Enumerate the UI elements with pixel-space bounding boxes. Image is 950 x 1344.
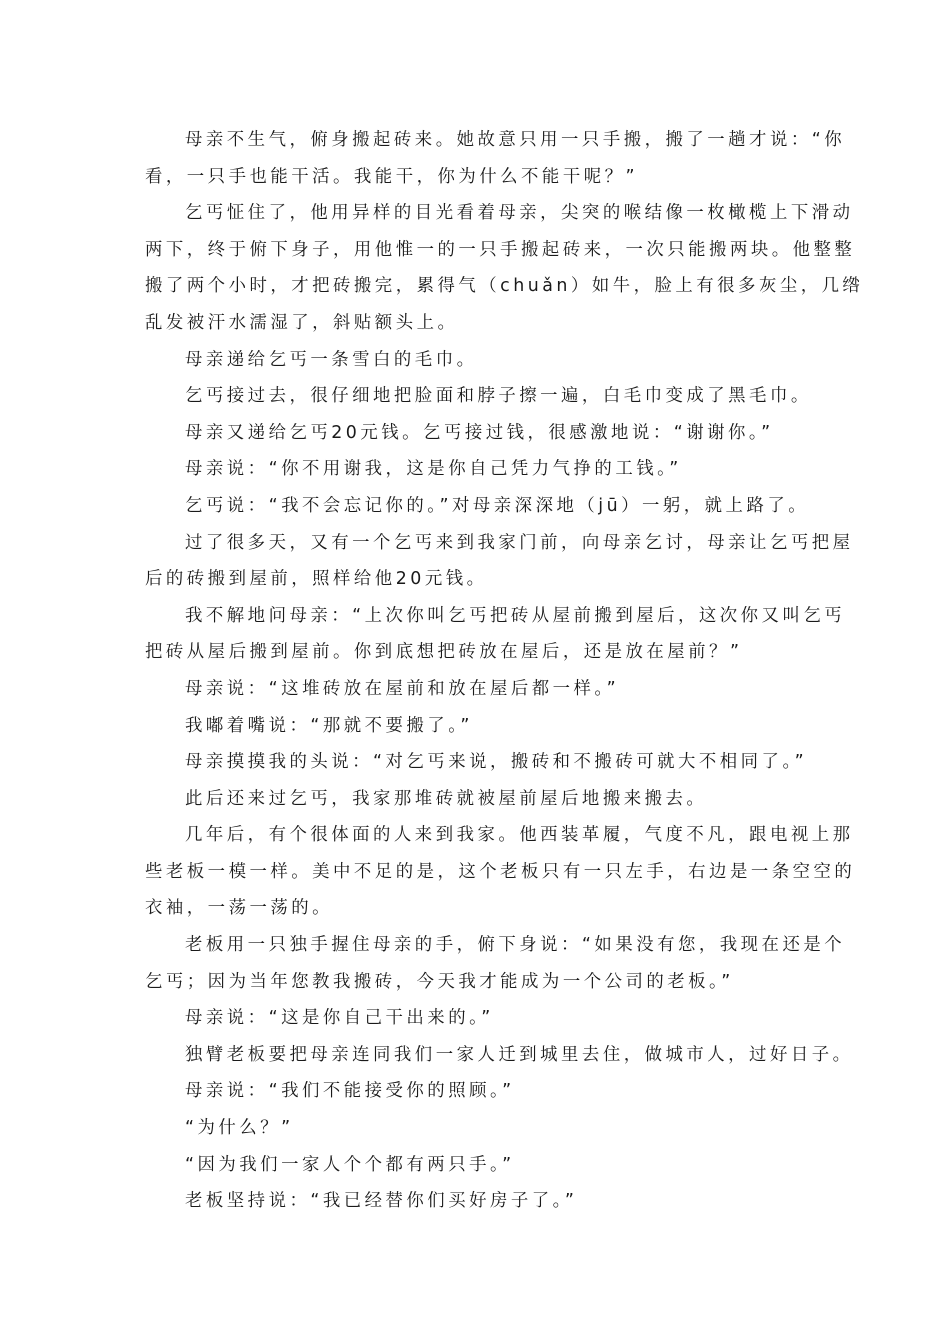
text-line: 乞丐怔住了，他用异样的目光看着母亲，尖突的喉结像一枚橄榄上下滑动 [185, 203, 854, 224]
text-line: 老板坚持说：“我已经替你们买好房子了。” [185, 1191, 578, 1212]
paragraph [145, 1037, 854, 1074]
text-line: 我嘟着嘴说：“那就不要搬了。” [185, 715, 473, 736]
paragraph [145, 744, 807, 781]
paragraph [145, 415, 807, 452]
text-line: 几年后，有个很体面的人来到我家。他西装革履，气度不凡，跟电视上那 [185, 825, 854, 846]
text-line: 后的砖搬到屋前，照样给他20元钱。 [145, 569, 488, 590]
paragraph [145, 488, 810, 525]
text-line: 母亲不生气，俯身搬起砖来。她故意只用一只手搬，搬了一趟才说：“你 [185, 130, 846, 150]
text-line: 搬了两个小时，才把砖搬完，累得气（chuǎn）如牛，脸上有很多灰尘，几绺 [145, 276, 864, 297]
paragraph [145, 817, 856, 927]
paragraph [145, 1000, 807, 1037]
text-line: 过了很多天，又有一个乞丐来到我家门前，向母亲乞讨，母亲让乞丐把屋 [185, 532, 854, 553]
text-line: “为什么？” [185, 1118, 294, 1139]
text-line: 老板用一只独手握住母亲的手，俯下身说：“如果没有您，我现在还是个 [185, 935, 846, 956]
text-line: 乞丐接过去，很仔细地把脸面和脖子擦一遍，白毛巾变成了黑毛巾。 [185, 386, 812, 407]
paragraph [145, 342, 807, 379]
paragraph [145, 1183, 807, 1220]
text-line: 母亲又递给乞丐20元钱。乞丐接过钱，很感激地说：“谢谢你。” [185, 422, 774, 443]
text-line: 乞丐；因为当年您教我搬砖，今天我才能成为一个公司的老板。” [145, 971, 734, 992]
text-line: 看，一只手也能干活。我能干，你为什么不能干呢？” [145, 166, 638, 187]
text-line: “因为我们一家人个个都有两只手。” [185, 1154, 515, 1175]
text-line: 乞丐说：“我不会忘记你的。”对母亲深深地（jū）一躬，就上路了。 [185, 495, 810, 516]
text-line: 此后还来过乞丐，我家那堆砖就被屋前屋后地搬来搬去。 [185, 788, 708, 809]
paragraph [145, 122, 846, 195]
text-line: 母亲说：“你不用谢我，这是你自己凭力气挣的工钱。” [185, 459, 682, 480]
text-line: 母亲递给乞丐一条雪白的毛巾。 [185, 349, 478, 370]
paragraph [145, 1073, 807, 1110]
paragraph [145, 598, 846, 671]
paragraph [145, 781, 807, 818]
paragraph [145, 195, 864, 341]
paragraph [145, 451, 807, 488]
paragraph [145, 671, 807, 708]
paragraph [145, 708, 807, 745]
text-line: 我不解地问母亲：“上次你叫乞丐把砖从屋前搬到屋后，这次你又叫乞丐 [185, 605, 846, 626]
paragraph [145, 1110, 807, 1147]
text-line: 独臂老板要把母亲连同我们一家人迁到城里去住，做城市人，过好日子。 [185, 1044, 854, 1065]
paragraph [145, 378, 812, 415]
text-line: 把砖从屋后搬到屋前。你到底想把砖放在屋后，还是放在屋前？” [145, 642, 743, 663]
paragraph [145, 1147, 807, 1184]
text-line: 母亲说：“我们不能接受你的照顾。” [185, 1081, 515, 1102]
text-line: 母亲说：“这是你自己干出来的。” [185, 1008, 494, 1029]
text-line: 母亲摸摸我的头说：“对乞丐来说，搬砖和不搬砖可就大不相同了。” [185, 752, 808, 773]
paragraph [145, 525, 854, 598]
story-text [145, 122, 864, 1220]
text-line: 两下，终于俯下身子，用他惟一的一只手搬起砖来，一次只能搬两块。他整整 [145, 239, 856, 260]
paragraph [145, 927, 846, 1000]
text-line: 乱发被汗水濡湿了，斜贴额头上。 [145, 312, 459, 333]
text-line: 母亲说：“这堆砖放在屋前和放在屋后都一样。” [185, 678, 620, 699]
text-line: 些老板一模一样。美中不足的是，这个老板只有一只左手，右边是一条空空的 [145, 861, 856, 882]
text-line: 衣袖，一荡一荡的。 [145, 898, 334, 919]
